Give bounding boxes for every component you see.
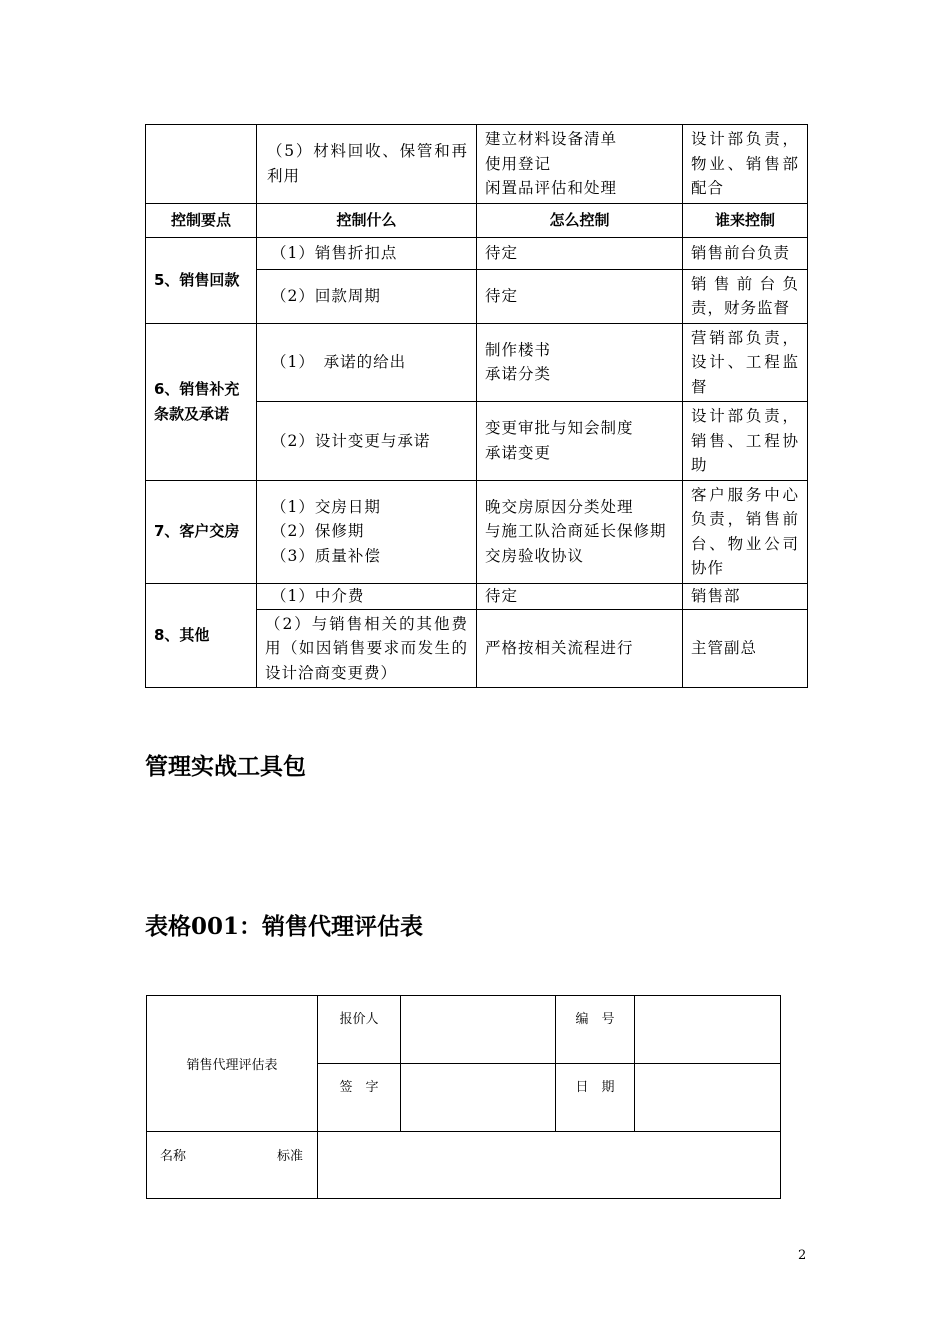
table-cell: 销售前台负责 xyxy=(683,237,808,269)
table-row xyxy=(146,323,808,402)
control-point: 6、销售补充条款及承诺 xyxy=(146,323,257,480)
quoter-field[interactable] xyxy=(401,996,556,1064)
page-number: 2 xyxy=(798,1248,807,1263)
cell-text: 交房验收协议 xyxy=(485,546,585,565)
sign-field[interactable] xyxy=(401,1064,556,1132)
name-standard-cell xyxy=(147,1132,318,1199)
cell-text: 制作楼书 xyxy=(485,340,552,359)
table-cell: （1） 承诺的给出 xyxy=(257,323,477,402)
cell-text: 闲置品评估和处理 xyxy=(485,179,618,197)
cell-text: 建立材料设备清单 xyxy=(485,130,618,148)
column-header: 谁来控制 xyxy=(683,203,808,237)
evaluation-form-table xyxy=(146,995,781,1199)
cell-text: 与施工队洽商延长保修期 xyxy=(485,522,667,541)
table-cell xyxy=(683,125,808,204)
table-cell: （1）销售折扣点 xyxy=(257,237,477,269)
table-cell xyxy=(257,125,477,204)
cell-text: （2）保修期 xyxy=(271,522,365,541)
table-cell: 营销部负责，设计、工程监督 xyxy=(683,323,808,402)
control-point: 7、客户交房 xyxy=(146,480,257,583)
table-cell: （1）中介费 xyxy=(257,583,477,609)
table-cell xyxy=(477,125,683,204)
control-table xyxy=(145,124,808,688)
number-label: 编 号 xyxy=(556,996,635,1064)
table-cell: 设计部负责，销售、工程协助 xyxy=(683,402,808,481)
header-row xyxy=(146,203,808,237)
table-cell xyxy=(146,125,257,204)
section-heading: 管理实战工具包 xyxy=(145,754,306,780)
cell-text: 使用登记 xyxy=(485,154,552,173)
table-row xyxy=(147,996,781,1064)
cell-text: 变更审批与知会制度 xyxy=(485,419,634,438)
table-row xyxy=(147,1132,781,1199)
table-cell: （2）设计变更与承诺 xyxy=(257,402,477,481)
table-cell: 销售前台负责，财务监督 xyxy=(683,269,808,323)
column-header: 控制要点 xyxy=(146,203,257,237)
table-cell: 待定 xyxy=(477,583,683,609)
table-cell: 客户服务中心负责，销售前台、物业公司协作 xyxy=(683,480,808,583)
cell-text: 设计部负责，物业、销售部配合 xyxy=(691,130,799,197)
table-cell xyxy=(477,402,683,481)
table-cell xyxy=(477,480,683,583)
table-cell: 待定 xyxy=(477,237,683,269)
table-cell xyxy=(477,323,683,402)
form-title-cell: 销售代理评估表 xyxy=(147,996,318,1132)
cell-text: 晚交房原因分类处理 xyxy=(485,497,634,516)
table-row xyxy=(146,480,808,583)
table-row xyxy=(146,125,808,204)
table-row xyxy=(146,237,808,269)
table-row xyxy=(146,583,808,609)
date-label: 日 期 xyxy=(556,1064,635,1132)
table-cell: 严格按相关流程进行 xyxy=(477,609,683,688)
table-cell: （2）回款周期 xyxy=(257,269,477,323)
cell-text: 承诺分类 xyxy=(485,365,552,384)
name-label: 名称 xyxy=(160,1149,187,1164)
number-field[interactable] xyxy=(635,996,781,1064)
column-header: 怎么控制 xyxy=(477,203,683,237)
column-header: 控制什么 xyxy=(257,203,477,237)
form-heading: 表格001：销售代理评估表 xyxy=(145,913,424,940)
table-cell: 销售部 xyxy=(683,583,808,609)
table-cell: （2）与销售相关的其他费用（如因销售要求而发生的设计洽商变更费） xyxy=(257,609,477,688)
cell-text: （3）质量补偿 xyxy=(271,546,381,565)
date-field[interactable] xyxy=(635,1064,781,1132)
table-cell xyxy=(257,480,477,583)
evaluation-content-field[interactable] xyxy=(318,1132,781,1199)
cell-text: 承诺变更 xyxy=(485,443,552,462)
standard-label: 标准 xyxy=(276,1149,303,1164)
table-cell: 待定 xyxy=(477,269,683,323)
control-point: 8、其他 xyxy=(146,583,257,688)
quoter-label: 报价人 xyxy=(318,996,401,1064)
sign-label: 签 字 xyxy=(318,1064,401,1132)
cell-text: （5）材料回收、保管和再利用 xyxy=(267,142,468,185)
control-point: 5、销售回款 xyxy=(146,237,257,323)
table-cell: 主管副总 xyxy=(683,609,808,688)
cell-text: （1）交房日期 xyxy=(271,497,381,516)
